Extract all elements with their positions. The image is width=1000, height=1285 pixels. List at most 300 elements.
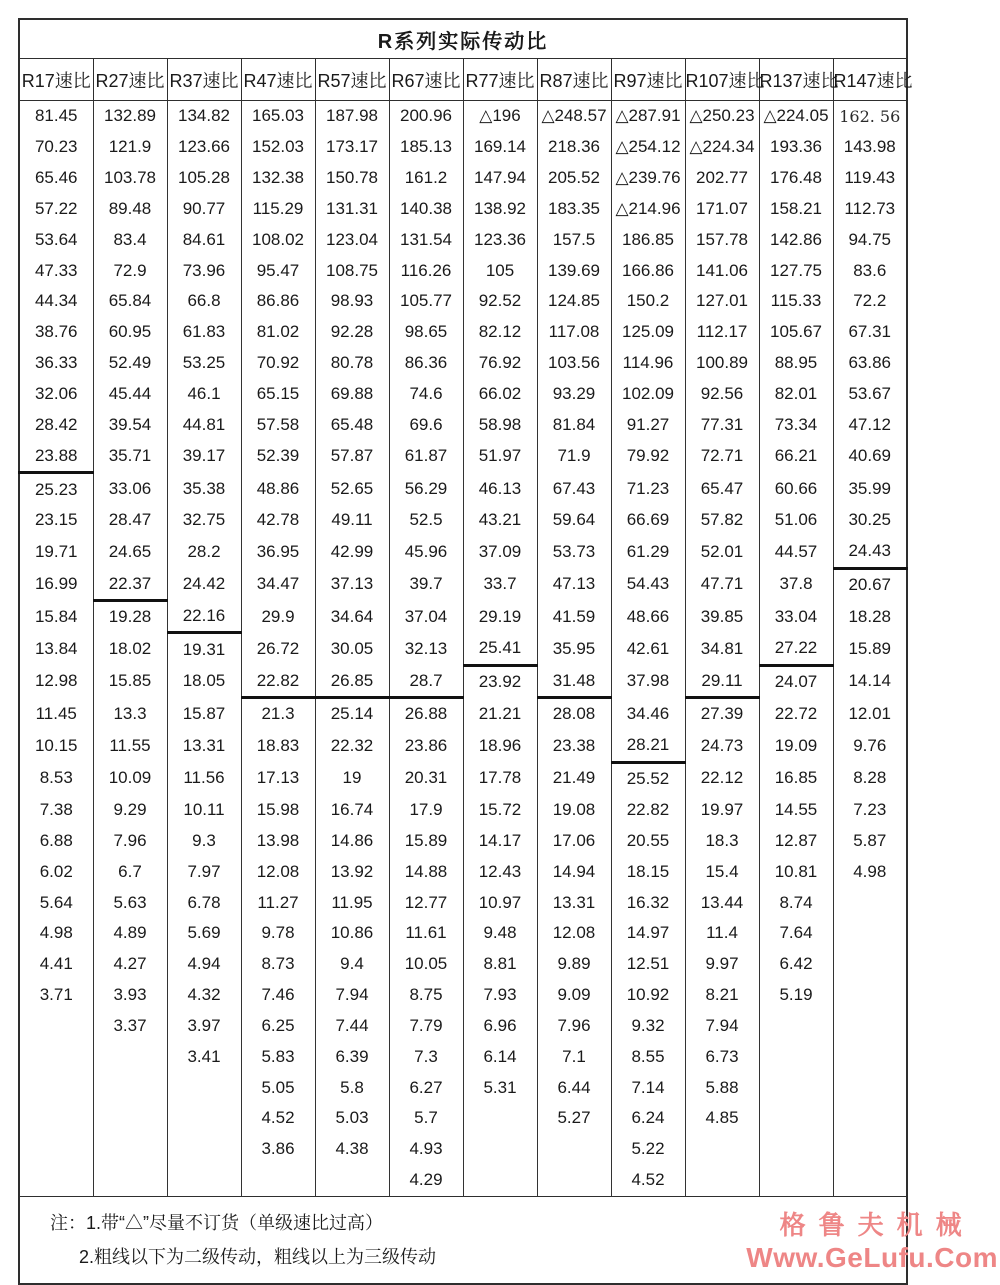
data-cell: 12.08 [241,856,315,887]
data-cell: 4.27 [93,949,167,980]
data-cell: 7.96 [93,825,167,856]
table-row [19,856,907,887]
data-cell: 14.86 [315,825,389,856]
table-row [19,224,907,255]
data-cell: 23.88 [19,440,93,472]
data-cell: 82.12 [463,317,537,348]
data-cell: 141.06 [685,255,759,286]
data-cell: 5.03 [315,1103,389,1134]
data-cell: 10.92 [611,980,685,1011]
header-cell: R67速比 [389,59,463,101]
data-cell: 5.87 [833,825,907,856]
data-cell: 5.8 [315,1072,389,1103]
data-cell: 7.94 [685,1010,759,1041]
data-cell: 8.81 [463,949,537,980]
data-cell: 10.09 [93,762,167,794]
data-cell: 193.36 [759,132,833,163]
data-cell: 4.98 [833,856,907,887]
data-cell: 95.47 [241,255,315,286]
data-cell: 11.56 [167,762,241,794]
empty-cell [463,1165,537,1196]
empty-cell [537,1134,611,1165]
data-cell: △287.91 [611,101,685,132]
data-cell: 57.82 [685,505,759,536]
empty-cell [833,1041,907,1072]
data-cell: 46.13 [463,473,537,505]
data-cell: 20.55 [611,825,685,856]
data-cell: 5.27 [537,1103,611,1134]
data-cell: 7.46 [241,980,315,1011]
header-cell: R27速比 [93,59,167,101]
data-cell: 63.86 [833,348,907,379]
data-cell: 8.74 [759,887,833,918]
data-cell: 123.36 [463,224,537,255]
data-cell: 65.15 [241,379,315,410]
data-cell: 69.88 [315,379,389,410]
table-body [19,101,907,1197]
data-cell: 108.02 [241,224,315,255]
table-row [19,762,907,794]
table-row [19,348,907,379]
data-cell: 51.06 [759,505,833,536]
data-cell: 115.33 [759,286,833,317]
data-cell: 57.22 [19,194,93,225]
data-cell: 91.27 [611,409,685,440]
data-cell: 33.06 [93,473,167,505]
data-cell: 17.13 [241,762,315,794]
data-cell: 123.66 [167,132,241,163]
data-cell: 57.87 [315,440,389,472]
data-cell: 6.44 [537,1072,611,1103]
empty-cell [685,1134,759,1165]
data-cell: 105.28 [167,163,241,194]
data-cell: 53.64 [19,224,93,255]
header-cell: R47速比 [241,59,315,101]
data-cell: 8.21 [685,980,759,1011]
data-cell: 42.99 [315,536,389,568]
data-cell: 16.74 [315,795,389,826]
empty-cell [685,1165,759,1196]
empty-cell [93,1165,167,1196]
data-cell: 6.27 [389,1072,463,1103]
data-cell: 61.83 [167,317,241,348]
empty-cell [759,1134,833,1165]
data-cell: 5.19 [759,980,833,1011]
data-cell: 7.97 [167,856,241,887]
empty-cell [759,1103,833,1134]
data-cell: 4.98 [19,918,93,949]
data-cell: 22.37 [93,568,167,600]
data-cell: 25.14 [315,698,389,730]
data-cell: 6.73 [685,1041,759,1072]
data-cell: 59.64 [537,505,611,536]
data-cell: 102.09 [611,379,685,410]
data-cell: 31.48 [537,665,611,697]
data-cell: 19 [315,762,389,794]
table-row [19,536,907,568]
data-cell: 150.78 [315,163,389,194]
data-cell: 23.86 [389,730,463,762]
table-row [19,601,907,633]
table-row [19,194,907,225]
data-cell: 24.07 [759,665,833,697]
data-cell: 138.92 [463,194,537,225]
data-cell: 46.1 [167,379,241,410]
data-cell: 66.69 [611,505,685,536]
table-row [19,1041,907,1072]
watermark-brand-name: 格鲁夫机械 [779,1210,975,1240]
data-cell: 10.97 [463,887,537,918]
data-cell: 6.25 [241,1010,315,1041]
data-cell: 69.6 [389,409,463,440]
data-cell: 19.31 [167,633,241,665]
data-cell: 47.71 [685,568,759,600]
data-cell: 9.09 [537,980,611,1011]
data-cell: 24.42 [167,568,241,600]
data-cell: 72.2 [833,286,907,317]
table-row [19,730,907,762]
data-cell: 66.21 [759,440,833,472]
data-cell: 86.86 [241,286,315,317]
data-cell: 26.85 [315,665,389,697]
data-cell: 131.54 [389,224,463,255]
data-cell: 121.9 [93,132,167,163]
data-cell: 8.53 [19,762,93,794]
data-cell: 3.41 [167,1041,241,1072]
data-cell: 8.55 [611,1041,685,1072]
data-cell: 37.98 [611,665,685,697]
data-cell: 19.08 [537,795,611,826]
data-cell: 185.13 [389,132,463,163]
data-cell: 10.15 [19,730,93,762]
data-cell: 81.45 [19,101,93,132]
data-cell: 44.34 [19,286,93,317]
data-cell: 67.43 [537,473,611,505]
data-cell: 13.31 [167,730,241,762]
data-cell: 166.86 [611,255,685,286]
data-cell: 187.98 [315,101,389,132]
watermark [746,1210,998,1275]
data-cell: 89.48 [93,194,167,225]
data-cell: 6.42 [759,949,833,980]
data-cell: 53.25 [167,348,241,379]
data-cell: 44.57 [759,536,833,568]
data-cell: 22.16 [167,601,241,633]
data-cell: 22.32 [315,730,389,762]
data-cell: 83.6 [833,255,907,286]
data-cell: 45.44 [93,379,167,410]
data-cell: 139.69 [537,255,611,286]
data-cell: 117.08 [537,317,611,348]
data-cell: 27.22 [759,633,833,665]
data-cell: 123.04 [315,224,389,255]
data-cell: 23.92 [463,665,537,697]
data-cell: 4.94 [167,949,241,980]
data-cell: 28.47 [93,505,167,536]
data-cell: 4.52 [611,1165,685,1196]
data-cell: 35.99 [833,473,907,505]
data-cell: 9.3 [167,825,241,856]
data-cell: 36.33 [19,348,93,379]
data-cell: 38.76 [19,317,93,348]
data-cell: 29.11 [685,665,759,697]
data-cell: 17.78 [463,762,537,794]
data-cell: 11.27 [241,887,315,918]
data-cell: 15.89 [389,825,463,856]
empty-cell [463,1134,537,1165]
empty-cell [759,1072,833,1103]
data-cell: 103.78 [93,163,167,194]
data-cell: 18.15 [611,856,685,887]
data-cell: 32.13 [389,633,463,665]
data-cell: 7.23 [833,795,907,826]
data-cell: 4.32 [167,980,241,1011]
data-cell: 7.3 [389,1041,463,1072]
data-cell: 72.9 [93,255,167,286]
data-cell: 32.06 [19,379,93,410]
data-cell: 66.8 [167,286,241,317]
header-cell: R17速比 [19,59,93,101]
empty-cell [93,1103,167,1134]
data-cell: 73.34 [759,409,833,440]
data-cell: 34.81 [685,633,759,665]
empty-cell [19,1072,93,1103]
data-cell: 4.41 [19,949,93,980]
table-row [19,132,907,163]
data-cell: 7.1 [537,1041,611,1072]
data-cell: 36.95 [241,536,315,568]
data-cell: 12.51 [611,949,685,980]
data-cell: 47.13 [537,568,611,600]
data-cell: 39.7 [389,568,463,600]
data-cell: 34.64 [315,601,389,633]
table-row [19,286,907,317]
data-cell: 83.4 [93,224,167,255]
data-cell: 19.71 [19,536,93,568]
data-cell: 60.95 [93,317,167,348]
data-cell: 161.2 [389,163,463,194]
empty-cell [19,1165,93,1196]
data-cell: 79.92 [611,440,685,472]
data-cell: 29.9 [241,601,315,633]
empty-cell [241,1165,315,1196]
empty-cell [19,1010,93,1041]
data-cell: 70.92 [241,348,315,379]
data-cell: 6.39 [315,1041,389,1072]
data-cell: 3.37 [93,1010,167,1041]
data-cell: 11.95 [315,887,389,918]
data-cell: 19.97 [685,795,759,826]
data-cell: 125.09 [611,317,685,348]
data-cell: 5.64 [19,887,93,918]
data-cell: 65.47 [685,473,759,505]
data-cell: 10.81 [759,856,833,887]
data-cell: 17.9 [389,795,463,826]
data-cell: 19.28 [93,601,167,633]
data-cell: 22.72 [759,698,833,730]
data-cell: 56.29 [389,473,463,505]
data-cell: 47.33 [19,255,93,286]
data-cell: 18.05 [167,665,241,697]
data-cell: 200.96 [389,101,463,132]
data-cell: 66.02 [463,379,537,410]
data-cell: 5.88 [685,1072,759,1103]
empty-cell [315,1165,389,1196]
data-cell: 27.39 [685,698,759,730]
table-row [19,568,907,600]
data-cell: 76.92 [463,348,537,379]
data-cell: 13.84 [19,633,93,665]
data-cell: △250.23 [685,101,759,132]
data-cell: 41.59 [537,601,611,633]
data-cell: 5.31 [463,1072,537,1103]
watermark-url: Www.GeLufu.Com [746,1242,998,1274]
data-cell: 12.43 [463,856,537,887]
data-cell: 158.21 [759,194,833,225]
data-cell: 65.48 [315,409,389,440]
data-cell: 152.03 [241,132,315,163]
data-cell: 24.65 [93,536,167,568]
data-cell: 24.73 [685,730,759,762]
empty-cell [19,1134,93,1165]
data-cell: 18.96 [463,730,537,762]
data-cell: 15.98 [241,795,315,826]
data-cell: 127.75 [759,255,833,286]
data-cell: 26.72 [241,633,315,665]
data-cell: 22.82 [611,795,685,826]
empty-cell [93,1041,167,1072]
data-cell: 23.15 [19,505,93,536]
data-cell: 7.44 [315,1010,389,1041]
data-cell: 28.2 [167,536,241,568]
data-cell: △224.05 [759,101,833,132]
data-cell: 132.38 [241,163,315,194]
data-cell: 37.04 [389,601,463,633]
data-cell: 35.95 [537,633,611,665]
table-row [19,633,907,665]
data-cell: 22.82 [241,665,315,697]
data-cell: 10.05 [389,949,463,980]
data-cell: 4.29 [389,1165,463,1196]
data-cell: 92.56 [685,379,759,410]
header-cell: R137速比 [759,59,833,101]
data-cell: 12.77 [389,887,463,918]
data-cell: 73.96 [167,255,241,286]
data-cell: 7.64 [759,918,833,949]
data-cell: 132.89 [93,101,167,132]
data-cell: 114.96 [611,348,685,379]
empty-cell [759,1010,833,1041]
empty-cell [167,1072,241,1103]
data-cell: 18.02 [93,633,167,665]
data-cell: 13.92 [315,856,389,887]
data-cell: 7.14 [611,1072,685,1103]
data-cell: 33.7 [463,568,537,600]
data-cell: 34.46 [611,698,685,730]
data-cell: 21.3 [241,698,315,730]
data-cell: 15.4 [685,856,759,887]
data-cell: 53.67 [833,379,907,410]
data-cell: 90.77 [167,194,241,225]
data-cell: 82.01 [759,379,833,410]
data-cell: 29.19 [463,601,537,633]
data-cell: 16.99 [19,568,93,600]
data-cell: 4.85 [685,1103,759,1134]
data-cell: 37.09 [463,536,537,568]
data-cell: 140.38 [389,194,463,225]
data-cell: 11.61 [389,918,463,949]
data-cell: 77.31 [685,409,759,440]
table-row [19,101,907,132]
data-cell: 20.31 [389,762,463,794]
ratio-table [18,18,913,1285]
data-cell: 6.24 [611,1103,685,1134]
data-cell: 18.3 [685,825,759,856]
data-cell: 30.25 [833,505,907,536]
data-cell: 10.11 [167,795,241,826]
data-cell: 81.02 [241,317,315,348]
empty-cell [19,1041,93,1072]
data-cell: 9.89 [537,949,611,980]
data-cell: 18.28 [833,601,907,633]
header-cell: R147速比 [833,59,907,101]
empty-cell [833,1072,907,1103]
data-cell: 169.14 [463,132,537,163]
data-cell: 176.48 [759,163,833,194]
header-cell: R107速比 [685,59,759,101]
data-cell: 37.8 [759,568,833,600]
data-cell: 100.89 [685,348,759,379]
data-cell: 10.86 [315,918,389,949]
data-cell: 35.38 [167,473,241,505]
table-row [19,440,907,472]
data-cell: 3.71 [19,980,93,1011]
data-cell: 15.89 [833,633,907,665]
table-row [19,473,907,505]
data-cell: 7.93 [463,980,537,1011]
data-cell: 15.84 [19,601,93,633]
data-cell: 25.52 [611,762,685,794]
data-cell: 14.97 [611,918,685,949]
data-cell: 51.97 [463,440,537,472]
data-cell: 28.42 [19,409,93,440]
data-cell: 112.73 [833,194,907,225]
data-cell: 14.55 [759,795,833,826]
data-cell: 92.52 [463,286,537,317]
data-cell: 7.96 [537,1010,611,1041]
data-cell: 37.13 [315,568,389,600]
data-cell: 22.12 [685,762,759,794]
data-cell: 43.21 [463,505,537,536]
data-cell: 93.29 [537,379,611,410]
data-cell: 105.67 [759,317,833,348]
header-cell: R77速比 [463,59,537,101]
data-cell: 205.52 [537,163,611,194]
table-row [19,163,907,194]
table-row [19,379,907,410]
data-cell: 33.04 [759,601,833,633]
empty-cell [833,1134,907,1165]
data-cell: 25.23 [19,473,93,505]
table-row [19,795,907,826]
data-cell: 30.05 [315,633,389,665]
note-line-1: 注：1.带“△”尽量不订货（单级速比过高） [50,1212,383,1233]
data-cell: 171.07 [685,194,759,225]
data-cell: 28.21 [611,730,685,762]
data-cell: 92.28 [315,317,389,348]
data-cell: 7.79 [389,1010,463,1041]
data-cell: 105 [463,255,537,286]
